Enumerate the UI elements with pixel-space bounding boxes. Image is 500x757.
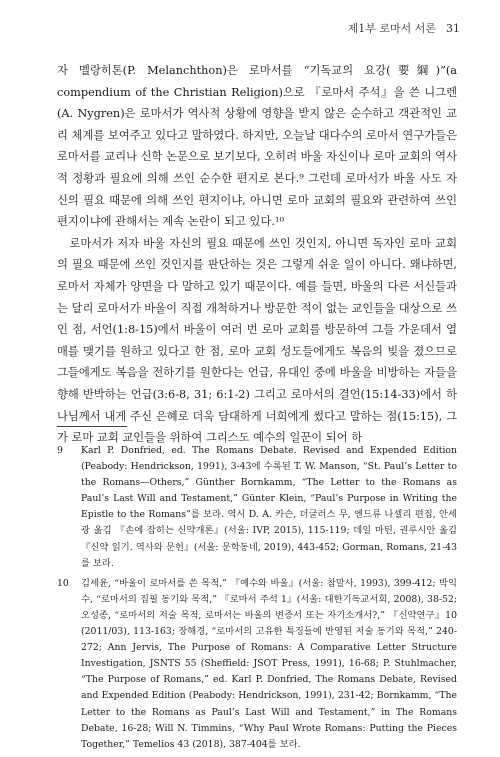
footnote xyxy=(57,576,457,753)
footnote-number: 9 xyxy=(57,445,63,456)
page-number: 31 xyxy=(446,21,460,35)
main-text xyxy=(57,60,457,449)
paragraph: 로마서가 저자 바울 자신의 필요 때문에 쓰인 것인지, 아니면 독자인 로마 교회의 필요 때문에 쓰인 것인지를 판단하는 것은 그렇게 쉬운 일이 아니다. 왜냐하면, 로마서 자체가 양면을 다 말하고 있기 때문이다. 예를 들면, 바울의 다른 서신들과는 달리 로마서가 바울이 직접 개척하거나 방문한 적이 없는 교인들을 대상으로 쓰인 점, 서언(1:8-15)에서 바울이 여러 번 로마 교회를 방문하여 그들 가운데서 열매를 맺기를 원하고 있다고 한 점, 로마 교회 성도들에게도 복음의 빚을 졌으므로 그들에게도 복음을 전하기를 원한다는 언급, 유대인 중에 바울을 비방하는 자들을 향해 반박하는 언급(3:6-8, 31; 6:1-2) 그리고 로마서의 결언(15:14-33)에서 하나님께서 내게 주신 은혜로 더욱 담대하게 너희에게 썼다고 말하는 점(15:15), 그가 로마 교회 교인들을 위하여 그리스도 예수의 일꾼이 되어 하 xyxy=(57,236,457,445)
footnotes xyxy=(57,443,457,757)
footnote xyxy=(57,443,457,572)
footnote-text: Karl P. Donfried, ed. The Romans Debate. Revised and Expended Edition (Peabody: Hendrickson, 1991), 3-43에 수록된 T. W. Manson, “St. Paul’s Letter to the Romans—Others,” Günther Bornkamm, “The Letter to the Romans as Paul’s Last Will and Testament,” Günter Klein, “Paul’s Purpose in Writing the Epistle to the Romans”를 보라. 역시 D. A. 카슨, 더글러스 무, 엔드류 나셀리 편집, 안세광 옮김 『손에 잡히는 신약개론』(서울: IVP, 2015), 115-119; 데일 마틴, 권루시안 옮김 『신약 읽기. 역사와 문헌』(서울: 문학동네, 2019), 443-452; Gorman, Romans, 21-43를 보라. xyxy=(81,445,457,569)
running-title: 제1부 로마서 서론 xyxy=(347,22,436,35)
paragraph: 자 멜랑히톤(P. Melanchthon)은 로마서를 “기독교의 요강(要綱)”(a compendium of the Christian Religion)으로 『로마서 주석』을 쓴 니그렌(A. Nygren)은 로마서가 역사적 상황에 영향을 받지 않은 순수하고 객관적인 교리 체계를 보여주고 있다고 말하였다. 하지만, 오늘날 대다수의 로마서 연구가들은 로마서를 교리나 신학 논문으로 보기보다, 오히려 바울 자신이나 로마 교회의 역사적 정황과 필요에 의해 쓰인 순수한 편지로 본다.⁹ 그런데 로마서가 바울 사도 자신의 필요 때문에 의해 쓰인 편지이냐, 아니면 로마 교회의 필요와 관련하여 쓰인 편지이냐에 관해서는 계속 논란이 되고 있다.¹⁰ xyxy=(57,64,457,229)
footnote-number: 10 xyxy=(57,577,69,589)
footnote-divider xyxy=(57,426,127,427)
running-header xyxy=(348,20,460,36)
footnote-text: 김세윤, “바울이 로마서를 쓴 목적,” 『예수와 바울』(서울: 참말사, 1993), 399-412; 박익수, “로마서의 집필 동기와 목적,” 『로마서 주석 1』(서울: 대한기독교서회, 2008), 38-52; 오성종, “로마서의 저술 목적, 로마서는 바울의 변증서 또는 자기소개서?,” 『신약연구』10 (2011/03), 113-163; 장해경, “로마서의 고유한 특징들에 반영된 저술 동기와 목적,” 240-272; Ann Jervis, The Purpose of Romans: A Comparative Letter Structure Investigation, JSNTS 55 (Sheffield: JSOT Press, 1991), 16-68; P. Stuhlmacher, “The Purpose of Romans,” ed. Karl P. Donfried, The Romans Debate, Revised and Expended Edition (Peabody: Hendrickson, 1991), 231-42; Bornkamm, “The Letter to the Romans as Paul’s Last Will and Testament,” in The Romans Debate, 16-28; Will N. Timmins, “Why Paul Wrote Romans: Putting the Pieces Together,” Temelios 43 (2018), 387-404를 보라. xyxy=(81,577,457,750)
